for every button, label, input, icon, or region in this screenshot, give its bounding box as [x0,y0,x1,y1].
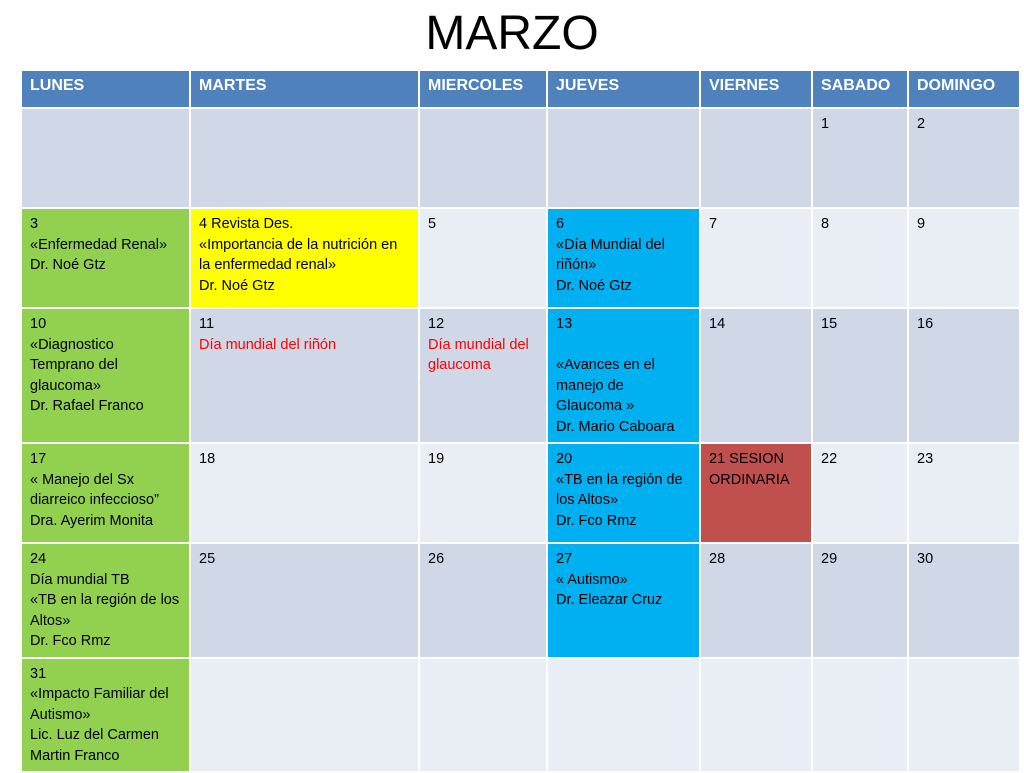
day-cell [419,308,547,443]
day-cell: 5 [419,208,547,308]
day-cell: 25 [190,543,419,658]
header-jueves: JUEVES [547,70,700,108]
day-cell: 15 [812,308,908,443]
day-cell: 26 [419,543,547,658]
day-cell: 1 [812,108,908,208]
week-row [21,658,1020,773]
day-cell [190,658,419,773]
day-cell: 2 [908,108,1020,208]
day-cell [547,108,700,208]
event-cell: 17 « Manejo del Sx diarreico infeccioso” Dra. Ayerim Monita [21,443,190,543]
week-row [21,308,1020,443]
event-cell: 31 «Impacto Familiar del Autismo» Lic. Luz del Carmen Martin Franco [21,658,190,773]
week-row [21,108,1020,208]
day-cell: 30 [908,543,1020,658]
event-cell: 4 Revista Des. «Importancia de la nutrición en la enfermedad renal» Dr. Noé Gtz [190,208,419,308]
header-domingo: DOMINGO [908,70,1020,108]
header-lunes: LUNES [21,70,190,108]
day-cell [419,108,547,208]
event-cell: 20 «TB en la región de los Altos» Dr. Fco Rmz [547,443,700,543]
calendar-header-row [21,70,1020,108]
event-cell: 10 «Diagnostico Temprano del glaucoma» Dr. Rafael Franco [21,308,190,443]
event-cell: 6 «Día Mundial del riñón» Dr. Noé Gtz [547,208,700,308]
event-cell: 13 «Avances en el manejo de Glaucoma » Dr. Mario Caboara [547,308,700,443]
day-number: 12 [428,316,445,332]
week-row [21,443,1020,543]
session-cell: 21 SESION ORDINARIA [700,443,812,543]
page-title: MARZO [425,7,599,60]
day-cell: 29 [812,543,908,658]
event-cell: 24 Día mundial TB «TB en la región de los Altos» Dr. Fco Rmz [21,543,190,658]
header-sabado: SABADO [812,70,908,108]
header-miercoles: MIERCOLES [419,70,547,108]
day-cell: 19 [419,443,547,543]
observance-note: Día mundial del glaucoma [428,336,529,373]
day-cell: 23 [908,443,1020,543]
calendar-table [20,69,1021,773]
day-number: 11 [199,316,215,332]
header-viernes: VIERNES [700,70,812,108]
day-cell [21,108,190,208]
day-cell [908,658,1020,773]
day-cell: 28 [700,543,812,658]
day-cell: 9 [908,208,1020,308]
day-cell [700,658,812,773]
week-row [21,543,1020,658]
day-cell [547,658,700,773]
observance-note: Día mundial del riñón [199,336,337,353]
day-cell [700,108,812,208]
event-cell: 27 « Autismo» Dr. Eleazar Cruz [547,543,700,658]
day-cell [190,108,419,208]
day-cell [419,658,547,773]
header-martes: MARTES [190,70,419,108]
week-row [21,208,1020,308]
day-cell: 16 [908,308,1020,443]
day-cell: 8 [812,208,908,308]
day-cell [190,308,419,443]
event-cell: 3 «Enfermedad Renal» Dr. Noé Gtz [21,208,190,308]
day-cell: 22 [812,443,908,543]
day-cell: 18 [190,443,419,543]
day-cell [812,658,908,773]
day-cell: 14 [700,308,812,443]
day-cell: 7 [700,208,812,308]
